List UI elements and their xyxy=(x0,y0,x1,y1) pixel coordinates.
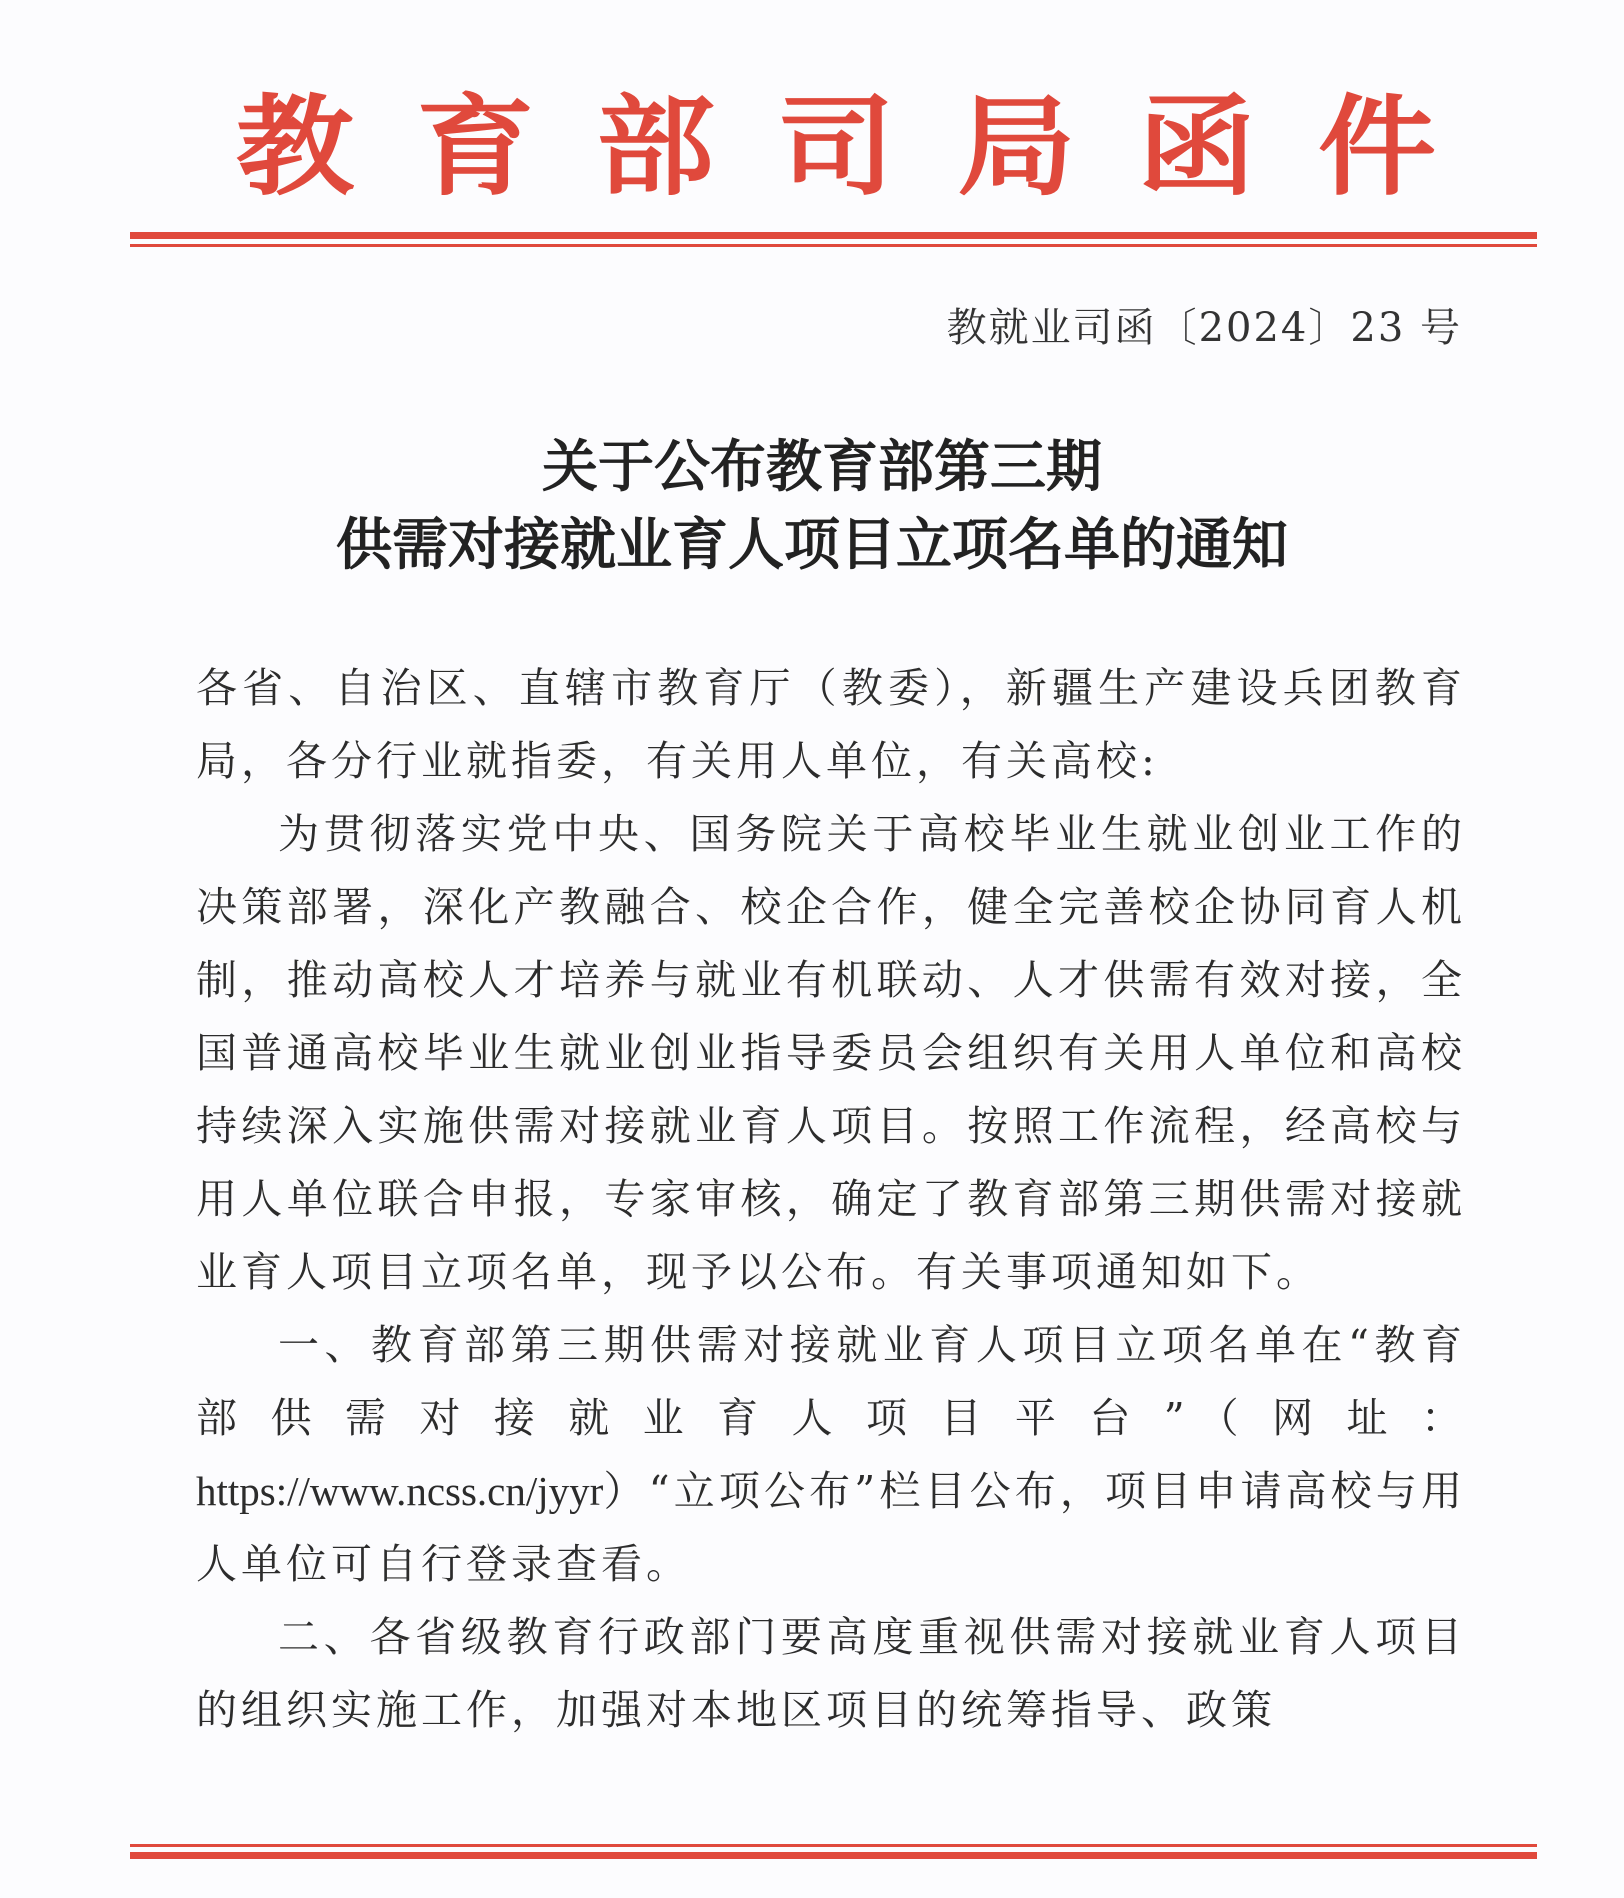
document-number: 教就业司函〔2024〕23 号 xyxy=(946,305,1462,351)
paragraph-item-1 xyxy=(196,1309,1466,1601)
masthead-char: 函 xyxy=(1137,82,1256,211)
footer-rule-thick xyxy=(130,1852,1537,1859)
masthead-char: 局 xyxy=(957,82,1076,211)
salutation: 各省、自治区、直辖市教育厅（教委），新疆生产建设兵团教育局，各分行业就指委，有关用人单位，有关高校: xyxy=(196,664,1466,785)
platform-url-link[interactable]: https://www.ncss.cn/jyyr xyxy=(196,1468,604,1514)
document-title xyxy=(0,428,1624,584)
masthead xyxy=(236,72,1436,222)
item-1-text-after-url: ）“立项公布”栏目公布，项目申请高校与用人单位可自行登录查看。 xyxy=(196,1467,1466,1588)
masthead-char: 件 xyxy=(1317,82,1436,211)
footer-rule-thin xyxy=(130,1844,1537,1847)
paragraph-intro: 为贯彻落实党中央、国务院关于高校毕业生就业创业工作的决策部署，深化产教融合、校企合作，健全完善校企协同育人机制，推动高校人才培养与就业有机联动、人才供需有效对接，全国普通高校毕业生就业创业指导委员会组织有关用人单位和高校持续深入实施供需对接就业育人项目。按照工作流程，经高校与用人单位联合申报，专家审核，确定了教育部第三期供需对接就业育人项目立项名单，现予以公布。有关事项通知如下。 xyxy=(196,810,1466,1296)
masthead-char: 司 xyxy=(776,82,895,211)
masthead-char: 部 xyxy=(596,82,715,211)
title-line-1: 关于公布教育部第三期 xyxy=(542,434,1102,500)
title-line-2: 供需对接就业育人项目立项名单的通知 xyxy=(336,512,1288,578)
document-body xyxy=(196,652,1466,1747)
header-rule-thick xyxy=(130,232,1537,239)
paragraph-item-2: 二、各省级教育行政部门要高度重视供需对接就业育人项目的组织实施工作，加强对本地区项目的统筹指导、政策 xyxy=(196,1613,1466,1734)
item-1-text-before-url: 一、教育部第三期供需对接就业育人项目立项名单在“教育部供需对接就业育人项目平台”（网址： xyxy=(196,1321,1466,1442)
header-rule-thin xyxy=(130,244,1537,247)
masthead-char: 育 xyxy=(416,82,535,211)
masthead-char: 教 xyxy=(236,82,355,211)
